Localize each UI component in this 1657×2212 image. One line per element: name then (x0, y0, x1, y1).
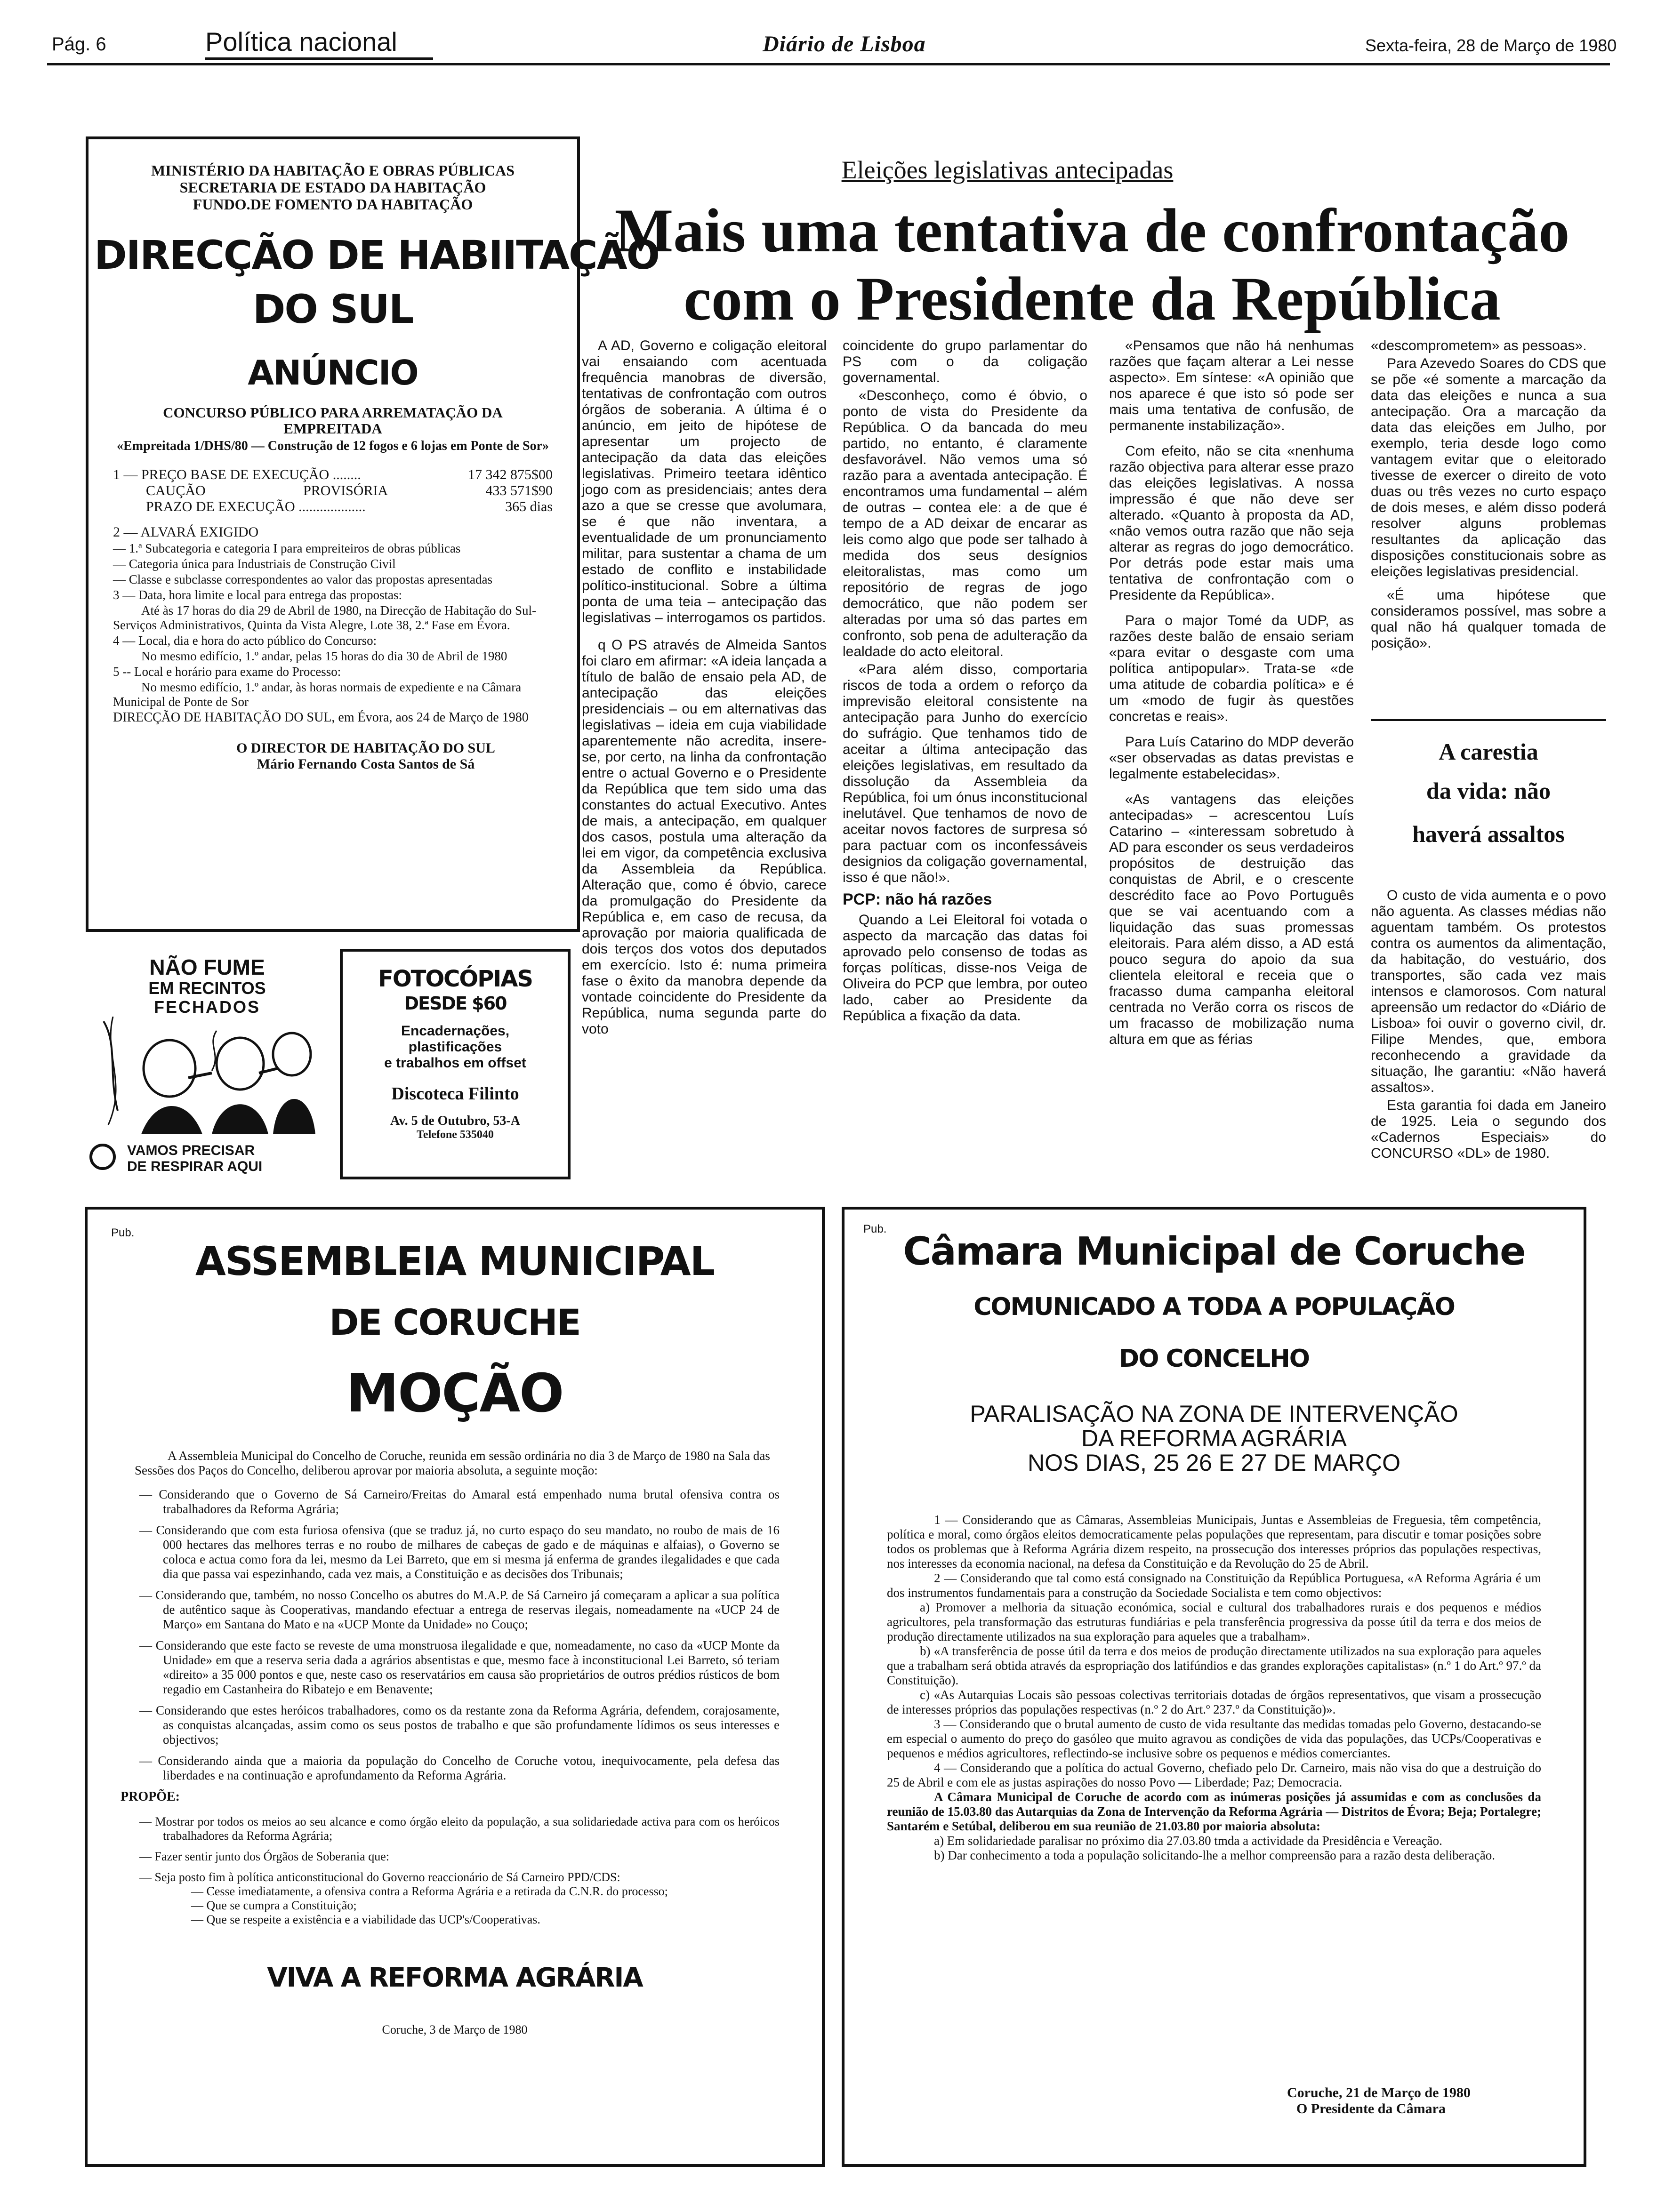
camara-headline: PARALISAÇÃO NA ZONA DE INTERVENÇÃO (970, 1401, 1458, 1427)
ministry-header-line: FUNDO.DE FOMENTO DA HABITAÇÃO (193, 196, 473, 213)
pub-label: Pub. (111, 1226, 135, 1239)
sub-proposal-item: — Que se respeite a existência e a viabilidade das UCP's/Cooperativas. (172, 1913, 789, 1927)
mocao-intro: A Assembleia Municipal do Concelho de Coruche, reunida em sessão ordinária no dia 3 de Março de 1980 na Sala das Sessões dos Paços do Concelho, deliberou aprovar por maioria absoluta, a seguinte moção: (135, 1449, 770, 1477)
item1-value: 17 342 875$00 (468, 467, 553, 482)
mocao-item: — Considerando ainda que a maioria da população do Concelho de Coruche votou, inequivocamente, pela defesa das liberdades e na continuação e aprofundamento da Reforma Agrária. (121, 1754, 780, 1783)
item2-b: — Categoria única para Industriais de Construção Civil (113, 557, 396, 571)
article-paragraph: Com efeito, não se cita «nenhuma razão objectiva para alterar esse prazo das eleições legislativas. A nossa impressão é que não deve ser alterado. «Quanto à proposta da AD, «não vemos outra razão que não seja alterar as regras do jogo democrático. Por detrás pode estar mais uma tentativa de confrontação com o Presidente da República». (1109, 443, 1354, 603)
caucao-label: CAUÇÃO (146, 483, 206, 498)
no-smoking-line: EM RECINTOS (148, 978, 266, 998)
no-smoking-ad (89, 946, 325, 1181)
camara-paragraph: a) Em solidariedade paralisar no próximo dia 27.03.80 tmda a actividade da Presidência e Vereação. (934, 1834, 1442, 1848)
ministry-header-line: SECRETARIA DE ESTADO DA HABITAÇÃO (179, 179, 486, 196)
item3: 3 — Data, hora limite e local para entrega das propostas: (113, 588, 402, 602)
assembleia-slogan: VIVA A REFORMA AGRÁRIA (267, 1963, 643, 1993)
article-title-2: com o Presidente da República (684, 264, 1501, 333)
issue-date: Sexta-feira, 28 de Março de 1980 (1365, 36, 1617, 55)
camara-subtitle: COMUNICADO A TODA A POPULAÇÃO (973, 1293, 1455, 1321)
ad-announcement: ANÚNCIO (248, 353, 418, 393)
ad-title: DIRECÇÃO DE HABIITAÇÃO (94, 232, 660, 278)
pub-label: Pub. (863, 1223, 887, 1235)
article-title-1: Mais uma tentativa de confrontação (614, 196, 1570, 265)
masthead-rule (47, 63, 1610, 65)
assembleia-title-2: DE CORUCHE (329, 1301, 580, 1343)
no-smoking-bottom: VAMOS PRECISAR (127, 1143, 255, 1158)
article-col-2 (843, 338, 1087, 1026)
sub-proposal-item: — Cesse imediatamente, a ofensiva contra a Reforma Agrária e a retirada da C.N.R. do processo; (172, 1884, 789, 1899)
photocopy-price: DESDE $60 (404, 993, 507, 1014)
article-paragraph: Para Luís Catarino do MDP deverão «ser observadas as datas previstas e legalmente estabelecidas». (1109, 734, 1354, 782)
article-paragraph: Quando a Lei Eleitoral foi votada o aspecto da marcação das datas foi aprovado pelo consenso de todas as forças políticas, disse-nos Veiga de Oliveira do PCP que lembra, por outeo lado, caber ao Presidente da República a fixação da data. (843, 912, 1087, 1024)
signer-title: O DIRECTOR DE HABITAÇÃO DO SUL (236, 740, 495, 756)
photocopy-line: Encadernações, (401, 1023, 510, 1039)
article-paragraph: «descomprometem» as pessoas». (1371, 338, 1587, 353)
section-underline (205, 57, 433, 60)
article-paragraph: q O PS através de Almeida Santos foi claro em afirmar: «A ideia lançada a título de balão de ensaio pela AD, de antecipação das eleições presidenciais – ou em alternativas das legislativas – ideia em cuja viabilidade aparentemente não acredita, insere-se, por certo, na linha da confrontação entre o actual Governo e o Presidente da República que tem sido uma das constantes do actual Executivo. Antes de mais, a antecipação, em qualquer dos casos, postula uma alteração da lei em vigor, da competência exclusiva da Assembleia da República. Alteração que, como é óbvio, carece da promulgação do Presidente da República e, em caso de recusa, da aprovação por maioria qualificada de dois terços dos votos dos deputados em exercício. Isto é: numa primeira fase o êxito da manobra depende da vontade coincidente do Presidente da República, numa segunda parte do voto (582, 637, 827, 1037)
item2: 2 — ALVARÁ EXIGIDO (113, 524, 259, 540)
page-number: Pág. 6 (52, 34, 106, 55)
mocao-item: — Considerando que com esta furiosa ofensiva (que se traduz já, no curto espaço do seu mandato, no roubo de mais de 16 000 hectares das melhores terras e no roubo de milhares de cabeças de gado e de máquinas e alfaias), o Governo se coloca e actua como fora da lei, mesmo da Lei Barreto, que em si mesma já enferma de grandes ilegalidades e que cada dia que passa vai espezinhando, cada vez mais, a Constituição e as decisões dos Tribunais; (121, 1523, 780, 1581)
sub-proposal-item: — Que se cumpra a Constituição; (172, 1899, 789, 1913)
photocopy-line: plastificações (408, 1039, 502, 1055)
section-title: Política nacional (205, 27, 397, 56)
camara-subtitle-2: DO CONCELHO (1119, 1345, 1309, 1373)
article-paragraph: Para Azevedo Soares do CDS que se põe «é somente a marcação da data das eleições e nunca a sua antecipação. Ora a marcação da data das eleições em Julho, por exemplo, teria desde logo como vantagem evitar que o eleitorado tivesse de exercer o direito de voto duas ou três vezes no curto espaço de dois meses, e além disso poderá resolver alguns problemas resultantes da aplicação das disposições constitucionais sobre as eleições legislativas presidencial. (1371, 356, 1606, 579)
mocao-title: MOÇÃO (346, 1363, 563, 1424)
contest-work: «Empreitada 1/DHS/80 — Construção de 12 fogos e 6 lojas em Ponte de Sor» (117, 439, 549, 453)
ministry-header-line: MINISTÉRIO DA HABITAÇÃO E OBRAS PÚBLICAS (151, 162, 515, 179)
carestia-box (1371, 734, 1606, 856)
assembleia-date: Coruche, 3 de Março de 1980 (382, 2023, 528, 2036)
mocao-item: — Considerando que este facto se reveste de uma monstruosa ilegalidade e que, nomeadamente, no caso da «UCP Monte da Unidade» em que a reserva seria dada a agrários absentistas e que, mesmo face à inconstitucional Lei Barreto, só teriam «direito» a 35 000 pontos e que, neste caso os reservatários em causa são proprietários de outros prédios rústicos de bom regadio em Castanheira do Ribatejo e em Benavente; (121, 1638, 780, 1697)
smokers-illustration (99, 1017, 320, 1139)
no-smoking-bottom: DE RESPIRAR AQUI (127, 1159, 263, 1174)
mocao-proposals (121, 1815, 789, 1884)
item4: 4 — Local, dia e hora do acto público do Concurso: (113, 633, 377, 648)
carestia-title: A carestia (1439, 738, 1538, 765)
mocao-item: — Considerando que, também, no nosso Concelho os abutres do M.A.P. de Sá Carneiro já começaram a aplicar a sua política de autêntico saque às Cooperativas, mandando efectuar a entrega de reservas ilegais, nomeadamente na «UCP 24 de Março» em Santana do Mato e na «UCP Monte da Unidade» no Couço; (121, 1588, 780, 1632)
article-paragraph: Para o major Tomé da UDP, as razões deste balão de ensaio seriam «para evitar o desgaste com uma política antipopular». Trata-se «de uma atitude de cobardia política» e é um «modo de fugir às questões concretas e reais». (1109, 613, 1354, 724)
shop-name: Discoteca Filinto (391, 1084, 519, 1104)
article-col-1 (582, 338, 827, 1039)
camara-paragraph: b) Dar conhecimento a toda a população solicitando-lhe a melhor compreensão para a razão desta deliberação. (934, 1848, 1495, 1862)
prazo-value: 365 dias (505, 499, 553, 514)
article-paragraph: «Desconheço, como é óbvio, o ponto de vista do Presidente da República. O da bancada do meu partido, no entanto, é claramente desfavorável. Não vemos uma só razão para a aventada antecipação. É encontramos uma fundamental – além de outras – contea ele: a de que é tempo de a AD deixar de encarar as leis como algo que pode ser talhado à medida dos seus desígnios eleitoralistas, mas como um repositório de regras de jogo democrático, que não podem ser alteradas por uma só das partes em confronto, sob pena de adulteração da lealdade do acto eleitoral. (843, 388, 1087, 659)
assembleia-title: ASSEMBLEIA MUNICIPAL (195, 1238, 715, 1284)
shop-phone: Telefone 535040 (417, 1129, 494, 1141)
mocao-sub-proposals (172, 1884, 789, 1927)
article-col-3 (1109, 338, 1354, 1050)
item1-label: 1 — PREÇO BASE DE EXECUÇÃO ........ (113, 467, 361, 482)
ministry-ad (86, 136, 660, 932)
place-date: DIRECÇÃO DE HABITAÇÃO DO SUL, em Évora, aos 24 de Março de 1980 (113, 710, 529, 725)
article-paragraph: A AD, Governo e coligação eleitoral vai ensaiando com acentuada frequência manobras de diversão, tentativas de confrontação com outros órgãos de soberania. A última é o anúncio, em jeito de hipótese de apresentar um projecto de antecipação da data das eleições legislativas. Primeiro teetara idêntico jogo com as presidenciais; antes dera azo a que se cresse que avolumara, se é que não inventara, a eventualidade de um pronunciamento militar, para sustentar a chama de um estado de conflito e instabilidade político-institucional. Sobre a última ponta de uma teia – antecipação das legislativas – interrogamos os partidos. (582, 338, 827, 625)
item2-a: — 1.ª Subcategoria e categoria I para empreiteiros de obras públicas (113, 541, 461, 555)
article-kicker: Eleições legislativas antecipadas (841, 156, 1174, 184)
carestia-rule (1371, 719, 1606, 721)
item4-text: No mesmo edifício, 1.º andar, pelas 15 horas do dia 30 de Abril de 1980 (141, 649, 507, 663)
photocopy-ad (340, 949, 571, 1179)
carestia-paragraph: Esta garantia foi dada em Janeiro de 1925. Leia o segundo dos «Cadernos Especiais» do CONCURSO «DL» de 1980. (1371, 1098, 1606, 1161)
camara-title: Câmara Municipal de Coruche (903, 1229, 1525, 1274)
camara-ad (842, 1207, 1586, 2167)
no-smoking-icon (89, 1144, 116, 1170)
carestia-paragraph: O custo de vida aumenta e o povo não aguenta. As classes médias não aguentam também. Os protestos contra os aumentos da alimentação, da habitação, do vestuário, dos transportes, são cada vez mais intensos e clamorosos. Com natural apreensão um redactor do «Diário de Lisboa» foi ouvir o governo civil, dr. Filipe Mendes, que, embora reconhecendo a gravidade da situação, lhe garantiu: «Não haverá assaltos». (1371, 888, 1606, 1095)
article-col-4 (1371, 338, 1606, 653)
item5: 5 -- Local e horário para exame do Processo: (113, 665, 341, 679)
article-subheading: PCP: não há razões (843, 890, 992, 908)
article-paragraph: coincidente do grupo parlamentar do PS com o da coligação governamental. (843, 338, 1087, 385)
proposal-item: — Mostrar por todos os meios ao seu alcance e como órgão eleito da população, a sua solidariedade activa para com os heróicos trabalhadores da Reforma Agrária; (121, 1815, 780, 1843)
proposal-item: — Fazer sentir junto dos Órgãos de Soberania que: (121, 1850, 780, 1864)
no-smoking-line: NÃO FUME (149, 955, 265, 979)
camara-paragraph: c) «As Autarquias Locais são pessoas colectivas territoriais dotadas de órgãos representativos, que visam a prossecução de interesses próprios das populações respectivas (n.º 2 do Art.º 237.º da Constituição)». (887, 1688, 1541, 1716)
ad-title-2: DO SUL (252, 286, 413, 332)
prazo-label: PRAZO DE EXECUÇÃO ................... (146, 499, 366, 514)
photocopy-line: e trabalhos em offset (384, 1055, 526, 1071)
assembleia-ad (85, 1207, 825, 2167)
propoe-label: PROPÕE: (121, 1789, 180, 1804)
camara-headline: NOS DIAS, 25 26 E 27 DE MARÇO (1028, 1450, 1400, 1476)
carestia-title: da vida: não (1426, 777, 1551, 804)
camara-paragraph: 2 — Considerando que tal como está consignado na Constituição da República Portuguesa, «A Reforma Agrária é um dos instrumentos fundamentais para a construção da Sociedade Socialista e tem como objectivos: (887, 1571, 1541, 1600)
article-paragraph: «Pensamos que não há nenhumas razões que façam alterar a Lei nesse aspecto». Em síntese: «A opinião que nos aparece é que isto só pode ser mais uma tentativa de confusão, de permanente instabilização». (1109, 338, 1354, 433)
article-paragraph: «Para além disso, comportaria riscos de toda a ordem o reforço da imprevisão eleitoral consistente na antecipação para Junho do exercício do sufrágio. Que tenhamos tido de aceitar a última antecipação das eleições legislativas, em resultado da dissolução da Assembleia da República, foi um ónus inconstitucional inelutável. Que tenhamos de novo de aceitar novos factores de surpresa só para pactuar com os inconfessáveis designios da coligação governamental, isso é que não!». (843, 662, 1087, 885)
ministry-header (113, 162, 553, 213)
camara-paragraph: 1 — Considerando que as Câmaras, Assembleias Municipais, Juntas e Assembleias de Freguesia, têm competência, política e moral, como órgãos eleitos democraticamente pelas populações que representam, para discutir e tomar posições sobre todos os problemas que à Reforma Agrária dizem respeito, na prossecução dos interesses próprios das populações respectivas, nos interesses da economia nacional, na defesa da Constituição e da Revolução do 25 de Abril. (887, 1513, 1541, 1571)
caucao-value: 433 571$90 (485, 483, 553, 498)
camara-signer: O Presidente da Câmara (1296, 2101, 1446, 2116)
proposal-item: — Seja posto fim à política anticonstitucional do Governo reaccionário de Sá Carneiro PPD/CDS: (121, 1870, 780, 1884)
camara-date: Coruche, 21 de Março de 1980 (1287, 2085, 1471, 2100)
no-smoking-line: FECHADOS (153, 997, 260, 1017)
item5-text: No mesmo edifício, 1.º andar, às horas normais de expediente e na Câmara Municipal de Ponte de Sor (113, 680, 522, 709)
shop-address: Av. 5 de Outubro, 53-A (390, 1114, 520, 1128)
newspaper-title: Diário de Lisboa (763, 32, 926, 56)
mocao-considerations (121, 1487, 789, 1783)
signer-name: Mário Fernando Costa Santos de Sá (257, 756, 475, 772)
article-paragraph: «As vantagens das eleições antecipadas» – acrescentou Luís Catarino – «interessam sobretudo à AD para esconder os seus verdadeiros propósitos de destruição das conquistas de Abril, e o crescente descrédito face ao Povo Português que se vai acentuando com a liquidação das suas promessas eleitorais. Para além disso, a AD está pouco segura do apoio da sua clientela eleitoral e receia que o fracasso duma campanha eleitoral centrada no Verão corra os riscos de um fracasso de mobilização numa altura em que as férias (1109, 792, 1354, 1047)
camara-paragraph: b) «A transferência de posse útil da terra e dos meios de produção directamente utilizados na sua exploração para aqueles que a trabalham será obtida através da espropriação dos latifúndios e das grandes explorações capitalistas» (n.º 1 do Art.º 97.º da Constituição). (887, 1644, 1541, 1687)
mocao-item: — Considerando que estes heróicos trabalhadores, como os da restante zona da Reforma Agrária, defendem, corajosamente, as conquistas alcançadas, assim como os seus postos de trabalho e que são profundamente lídimos os seus interesses e objectivos; (121, 1703, 780, 1747)
contest-title: CONCURSO PÚBLICO PARA ARREMATAÇÃO DA EMPREITADA (163, 404, 503, 437)
carestia-body (1371, 888, 1606, 1163)
carestia-title: haverá assaltos (1412, 821, 1565, 847)
item2-c: — Classe e subclasse correspondentes ao valor das propostas apresentadas (113, 572, 493, 586)
camara-paragraph: a) Promover a melhoria da situação económica, social e cultural dos trabalhadores rurais e dos pequenos e médios agricultores, pela transformação das estruturas fundiárias e pela transferência progressiva da posse útil da terra e dos meios de produção directamente utilizados na sua exploração para aqueles que a trabalham». (887, 1600, 1541, 1643)
article-paragraph: «É uma hipótese que consideramos possível, mas sobre a qual não há qualquer tomada de posição». (1371, 587, 1606, 651)
camara-paragraph: A Câmara Municipal de Coruche de acordo com as inúmeras posições já assumidas e com as conclusões da reunião de 15.03.80 das Autarquias da Zona de Intervenção da Reforma Agrária — Distritos de Évora; Beja; Portalegre; Santarém e Setúbal, deliberou em sua reunião de 21.03.80 por maioria absoluta: (887, 1790, 1541, 1833)
item3-text: Até às 17 horas do dia 29 de Abril de 1980, na Direcção de Habitação do Sul-Serviços Administrativos, Quinta da Vista Alegre, Lote 38, 2.ª Fase em Évora. (113, 603, 537, 632)
camara-paragraph: 4 — Considerando que a política do actual Governo, chefiado pelo Dr. Carneiro, mais não visa do que a destruição do 25 de Abril e com ele as justas aspirações do nosso Povo — Liberdade; Paz; Democracia. (887, 1761, 1541, 1789)
camara-paragraph: 3 — Considerando que o brutal aumento de custo de vida resultante das medidas tomadas pelo Governo, destacando-se em especial o aumento do preço do gasóleo que muito agravou as condições de vida das populações, das UCPs/Cooperativas e pequenos e médios agricultores, reflectindo-se inclusive sobre os pequenos e médios comerciantes. (887, 1717, 1541, 1760)
camara-headline: DA REFORMA AGRÁRIA (1081, 1425, 1347, 1451)
photocopy-title: FOTOCÓPIAS (378, 966, 532, 992)
caucao-type: PROVISÓRIA (303, 483, 388, 498)
mocao-item: — Considerando que o Governo de Sá Carneiro/Freitas do Amaral está empenhado numa brutal ofensiva contra os trabalhadores da Reforma Agrária; (121, 1487, 780, 1516)
